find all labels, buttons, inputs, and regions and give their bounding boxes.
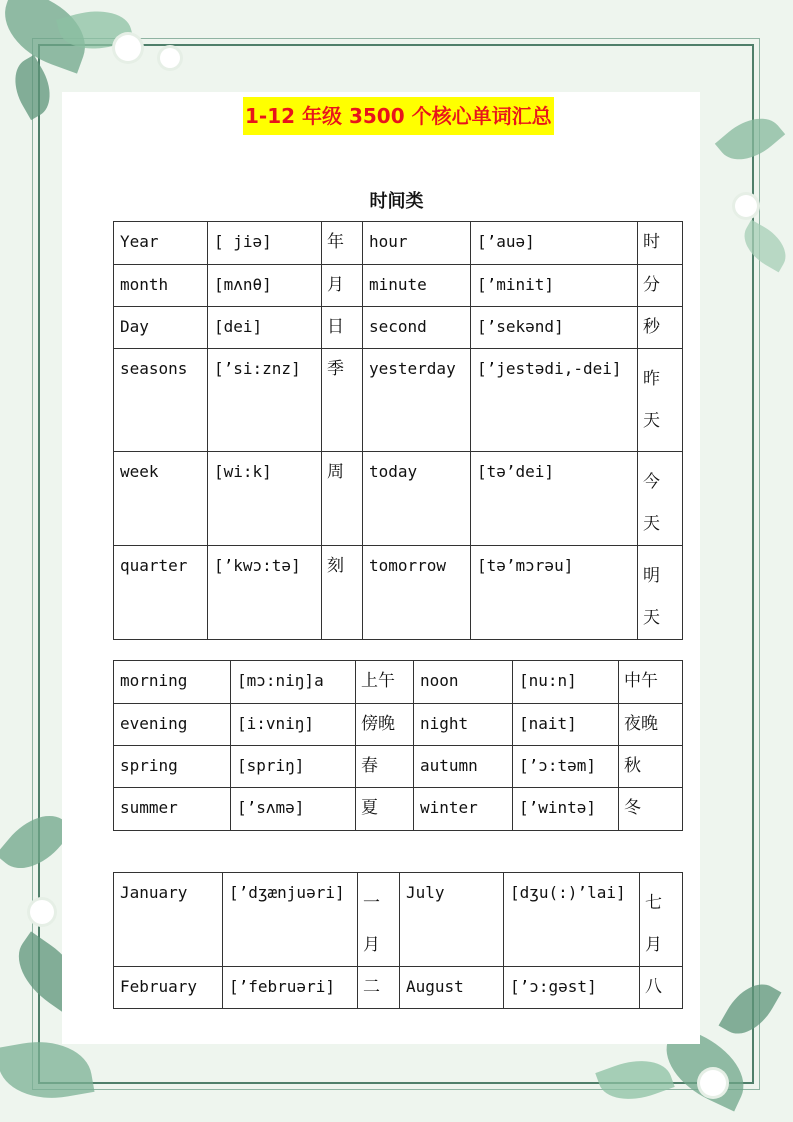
- english-word: yesterday: [363, 349, 471, 452]
- chinese-meaning: 刻: [322, 546, 363, 640]
- english-word: morning: [114, 661, 231, 704]
- phonetic: [’minit]: [471, 265, 638, 307]
- phonetic: [i:vniŋ]: [231, 704, 356, 746]
- english-word: autumn: [414, 746, 513, 788]
- english-word: tomorrow: [363, 546, 471, 640]
- english-word: week: [114, 452, 208, 546]
- english-word: noon: [414, 661, 513, 704]
- chinese-meaning: 周: [322, 452, 363, 546]
- section-heading: 时间类: [369, 191, 424, 212]
- flower-decoration: [30, 900, 54, 924]
- phonetic: [’jestədi,-dei]: [471, 349, 638, 452]
- english-word: second: [363, 307, 471, 349]
- vocab-table-months: [113, 872, 683, 1009]
- chinese-meaning: 春: [356, 746, 414, 788]
- phonetic: [’sʌmə]: [231, 788, 356, 831]
- english-word: seasons: [114, 349, 208, 452]
- chinese-meaning: 月: [322, 265, 363, 307]
- chinese-meaning: 二: [358, 967, 400, 1009]
- phonetic: [mʌnθ]: [208, 265, 322, 307]
- phonetic: [’sekənd]: [471, 307, 638, 349]
- phonetic: [dei]: [208, 307, 322, 349]
- english-word: Day: [114, 307, 208, 349]
- chinese-meaning: 傍晚: [356, 704, 414, 746]
- chinese-meaning-text: 明天: [643, 566, 660, 628]
- english-word: night: [414, 704, 513, 746]
- vocab-table-time-units: [113, 221, 683, 640]
- english-word: hour: [363, 222, 471, 265]
- flower-decoration: [115, 35, 141, 61]
- chinese-meaning: 季: [322, 349, 363, 452]
- phonetic: [’ɔ:gəst]: [504, 967, 640, 1009]
- chinese-meaning: [640, 873, 683, 967]
- english-word: month: [114, 265, 208, 307]
- table-row: [114, 873, 683, 967]
- chinese-meaning: 分: [638, 265, 683, 307]
- phonetic: [’februəri]: [223, 967, 358, 1009]
- chinese-meaning: [638, 546, 683, 640]
- phonetic: [nu:n]: [513, 661, 619, 704]
- chinese-meaning: 冬: [619, 788, 683, 831]
- english-word: summer: [114, 788, 231, 831]
- phonetic: [dʒu(:)’lai]: [504, 873, 640, 967]
- chinese-meaning: 秒: [638, 307, 683, 349]
- table-row: [114, 222, 683, 265]
- english-word: today: [363, 452, 471, 546]
- chinese-meaning: 夜晚: [619, 704, 683, 746]
- phonetic: [’ɔ:təm]: [513, 746, 619, 788]
- phonetic: [’wintə]: [513, 788, 619, 831]
- phonetic: [spriŋ]: [231, 746, 356, 788]
- table-row: [114, 788, 683, 831]
- phonetic: [tə’mɔrəu]: [471, 546, 638, 640]
- table-row: [114, 349, 683, 452]
- english-word: Year: [114, 222, 208, 265]
- chinese-meaning-text: 七月: [645, 893, 662, 955]
- english-word: quarter: [114, 546, 208, 640]
- english-word: evening: [114, 704, 231, 746]
- phonetic: [mɔ:niŋ]a: [231, 661, 356, 704]
- english-word: July: [400, 873, 504, 967]
- table-row: [114, 704, 683, 746]
- english-word: minute: [363, 265, 471, 307]
- table-row: [114, 307, 683, 349]
- table-row: [114, 746, 683, 788]
- chinese-meaning-text: 今天: [643, 472, 660, 534]
- chinese-meaning: 上午: [356, 661, 414, 704]
- table-row: [114, 967, 683, 1009]
- english-word: August: [400, 967, 504, 1009]
- chinese-meaning-text: 一月: [363, 893, 380, 955]
- phonetic: [’auə]: [471, 222, 638, 265]
- phonetic: [nait]: [513, 704, 619, 746]
- chinese-meaning: 年: [322, 222, 363, 265]
- phonetic: [wi:k]: [208, 452, 322, 546]
- chinese-meaning: 夏: [356, 788, 414, 831]
- phonetic: [’si:znz]: [208, 349, 322, 452]
- english-word: February: [114, 967, 223, 1009]
- chinese-meaning: [638, 349, 683, 452]
- document-title: 1-12 年级 3500 个核心单词汇总: [243, 97, 554, 135]
- chinese-meaning: 秋: [619, 746, 683, 788]
- vocab-table-day-seasons: [113, 660, 683, 831]
- table-row: [114, 661, 683, 704]
- table-row: [114, 452, 683, 546]
- table-row: [114, 265, 683, 307]
- phonetic: [tə’dei]: [471, 452, 638, 546]
- phonetic: [’dʒænjuəri]: [223, 873, 358, 967]
- chinese-meaning: 日: [322, 307, 363, 349]
- chinese-meaning: 时: [638, 222, 683, 265]
- chinese-meaning: [358, 873, 400, 967]
- chinese-meaning: [638, 452, 683, 546]
- chinese-meaning: 中午: [619, 661, 683, 704]
- table-row: [114, 546, 683, 640]
- flower-decoration: [700, 1070, 726, 1096]
- flower-decoration: [160, 48, 180, 68]
- english-word: January: [114, 873, 223, 967]
- english-word: spring: [114, 746, 231, 788]
- phonetic: [ jiə]: [208, 222, 322, 265]
- chinese-meaning-text: 昨天: [643, 369, 660, 431]
- phonetic: [’kwɔ:tə]: [208, 546, 322, 640]
- chinese-meaning: 八: [640, 967, 683, 1009]
- english-word: winter: [414, 788, 513, 831]
